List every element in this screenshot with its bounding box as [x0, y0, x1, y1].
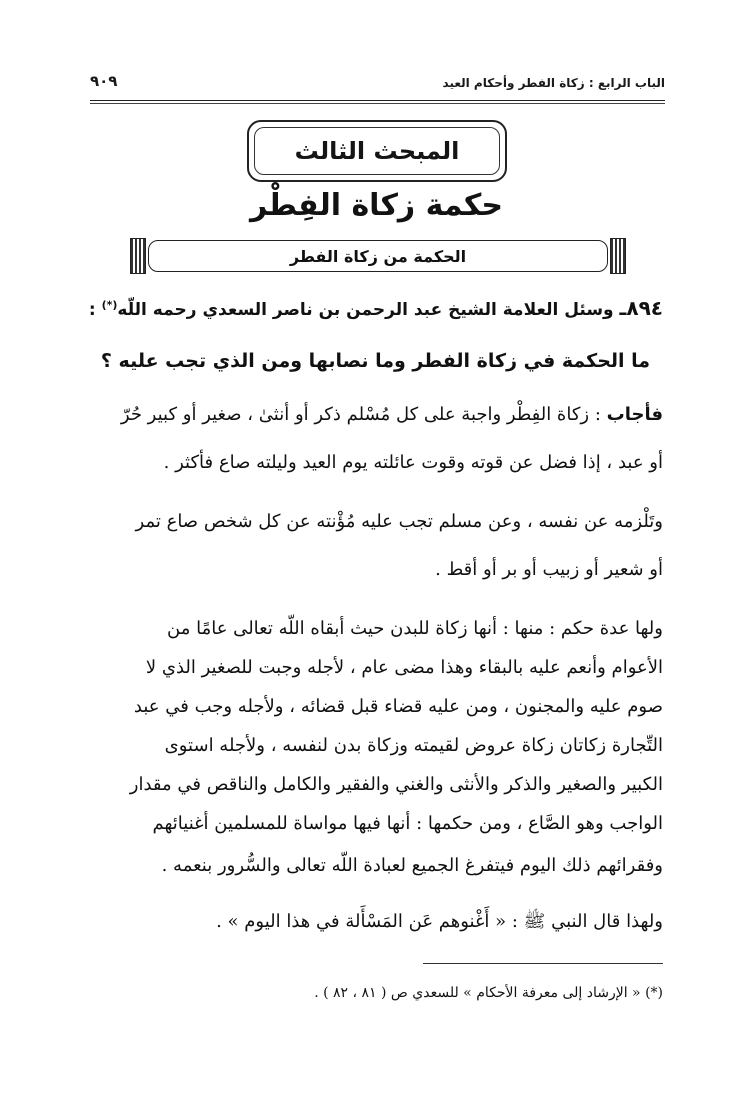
answer-line: أو عبد ، إذا فضل عن قوته وقوت عائلته يوم العيد وليلته صاع فأكثر .	[163, 452, 663, 473]
answer-line: وتَلْزمه عن نفسه ، وعن مسلم تجب عليه مُؤْنته عن كل شخص صاع تمر	[135, 511, 663, 532]
question-line-2: ما الحكمة في زكاة الفطر وما نصابها ومن الذي تجب عليه ؟	[100, 350, 651, 372]
chapter-title: حكمة زكاة الفِطْر	[250, 188, 503, 223]
answer-line: الكبير والصغير والذكر والأنثى والغني والفقير والكامل والناقص في مقدار	[129, 774, 663, 795]
question-intro: وسئل العلامة الشيخ عبد الرحمن بن ناصر السعدي رحمه اللّه	[117, 300, 614, 320]
answer-line: صوم عليه والمجنون ، ومن عليه قضاء قبل قضائه ، ولأجله وجب في عبد	[133, 696, 663, 717]
banner-ornament-left	[130, 238, 146, 274]
running-header	[90, 72, 665, 98]
header-rule-thin	[90, 103, 665, 104]
page-number: ٩٠٩	[90, 72, 118, 90]
answer-line: ولهذا قال النبي ﷺ : « أَغْنوهم عَن المَسْأَلة في هذا اليوم » .	[216, 911, 663, 932]
answer-lead: فأجاب	[606, 404, 663, 425]
question-colon: :	[88, 300, 102, 320]
header-rule	[90, 100, 665, 101]
subheading-banner	[130, 238, 626, 274]
answer-line: التِّجارة زكاتان زكاة عروض لقيمته وزكاة بدن لنفسه ، ولأجله استوى	[164, 735, 663, 756]
answer-line: الأعوام وأنعم عليه بالبقاء وهذا مضى عام ، لأجله وجبت للصغير الذي لا	[145, 657, 663, 678]
banner-frame	[148, 240, 608, 272]
question-line-1	[88, 296, 663, 320]
section-frame-inner	[254, 127, 500, 175]
answer-line: ولها عدة حكم : منها : أنها زكاة للبدن حيث أبقاه اللّه تعالى عامًا من	[167, 618, 663, 639]
answer-line-text: : زكاة الفِطْر واجبة على كل مُسْلم ذكر أو أنثىٰ ، صغير أو كبير حُرّ	[120, 404, 607, 425]
footnote-reference: (*)	[101, 298, 118, 312]
answer-line	[88, 406, 663, 424]
section-frame	[247, 120, 507, 182]
banner-ornament-right	[610, 238, 626, 274]
answer-line: وفقرائهم ذلك اليوم فيتفرغ الجميع لعبادة اللّه تعالى والسُّرور بنعمه .	[161, 855, 663, 876]
answer-line: الواجب وهو الصَّاع ، ومن حكمها : أنها فيها مواساة للمسلمين أغنيائهم	[152, 813, 663, 834]
footnote-rule	[423, 963, 663, 964]
footnote: (*) « الإرشاد إلى معرفة الأحكام » للسعدي ص ( ٨١ ، ٨٢ ) .	[314, 985, 663, 1001]
running-title: الباب الرابع : زكاة الفطر وأحكام العيد	[442, 76, 665, 90]
section-label: المبحث الثالث	[294, 137, 460, 165]
answer-line: أو شعير أو زبيب أو بر أو أقط .	[435, 559, 663, 580]
question-number: ٨٩٤ـ	[619, 296, 663, 320]
subheading: الحكمة من زكاة الفطر	[289, 246, 467, 266]
